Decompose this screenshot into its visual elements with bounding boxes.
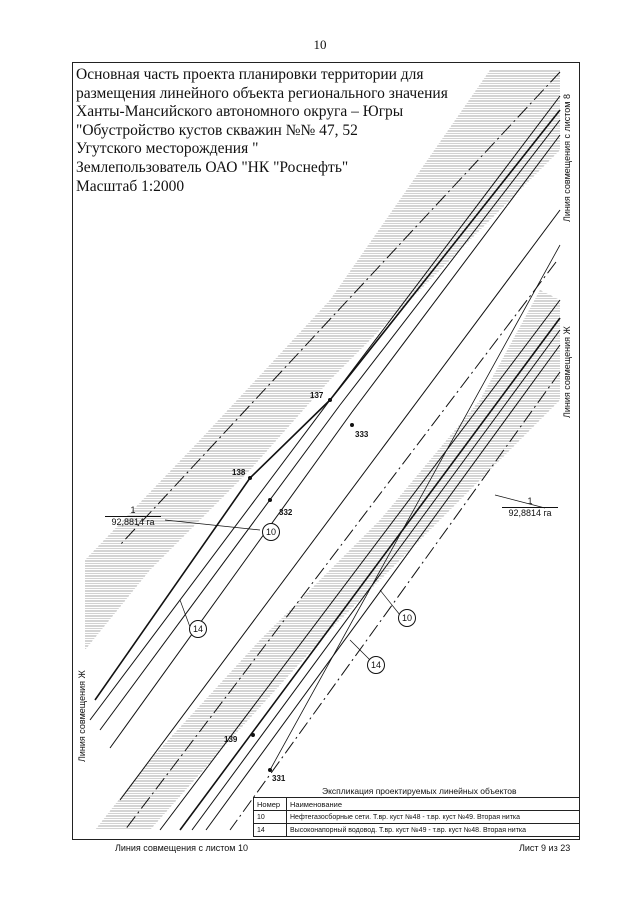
title-line-2: размещения линейного объекта регионального значения — [76, 84, 448, 102]
line-marker-14-lower: 14 — [367, 656, 385, 674]
point-139: 139 — [224, 735, 238, 744]
area-label-left — [105, 505, 161, 527]
point-137: 137 — [310, 391, 324, 400]
legend-row-number: 14 — [254, 824, 287, 837]
area-number: 1 — [502, 496, 558, 508]
match-line-right-mid: Линия совмещения Ж — [562, 326, 572, 418]
point-332: 332 — [279, 508, 293, 517]
area-value: 92,8814 га — [508, 508, 552, 518]
area-label-right — [502, 496, 558, 518]
legend-row-number: 10 — [254, 811, 287, 824]
match-line-top-right: Линия совмещения с листом 8 — [562, 94, 572, 222]
point-331: 331 — [272, 774, 286, 783]
title-line-4: "Обустройство кустов скважин №№ 47, 52 — [76, 121, 358, 139]
match-line-left-bottom: Линия совмещения Ж — [77, 670, 87, 762]
table-row — [254, 824, 580, 837]
point-333: 333 — [355, 430, 369, 439]
area-value: 92,8814 га — [111, 517, 155, 527]
line-marker-10-lower: 10 — [398, 609, 416, 627]
title-line-7: Масштаб 1:2000 — [76, 177, 185, 195]
line-marker-14-upper: 14 — [189, 620, 207, 638]
legend-title: Экспликация проектируемых линейных объектов — [322, 786, 517, 796]
legend-table — [253, 797, 580, 837]
title-line-1: Основная часть проекта планировки территории для — [76, 66, 424, 83]
legend-row-name: Высоконапорный водовод. Т.вр. куст №49 - т.вр. куст №48. Вторая нитка — [287, 824, 580, 837]
title-line-6: Землепользователь ОАО "НК "Роснефть" — [76, 158, 349, 176]
legend-row-name: Нефтегазосборные сети. Т.вр. куст №48 - т.вр. куст №49. Вторая нитка — [287, 811, 580, 824]
match-line-bottom: Линия совмещения с листом 10 — [115, 843, 248, 853]
page-number: 10 — [313, 37, 327, 52]
point-138: 138 — [232, 468, 246, 477]
title-line-3: Ханты-Мансийского автономного округа – Югры — [76, 103, 404, 121]
legend-header-name: Наименование — [287, 798, 580, 811]
line-marker-10-upper: 10 — [262, 523, 280, 541]
sheet-number: Лист 9 из 23 — [519, 843, 571, 853]
legend-header-number: Номер — [254, 798, 287, 811]
title-line-5: Угутского месторождения " — [76, 140, 259, 158]
title-block — [76, 66, 476, 196]
legend-header-row — [254, 798, 580, 811]
area-number: 1 — [105, 505, 161, 517]
table-row — [254, 811, 580, 824]
